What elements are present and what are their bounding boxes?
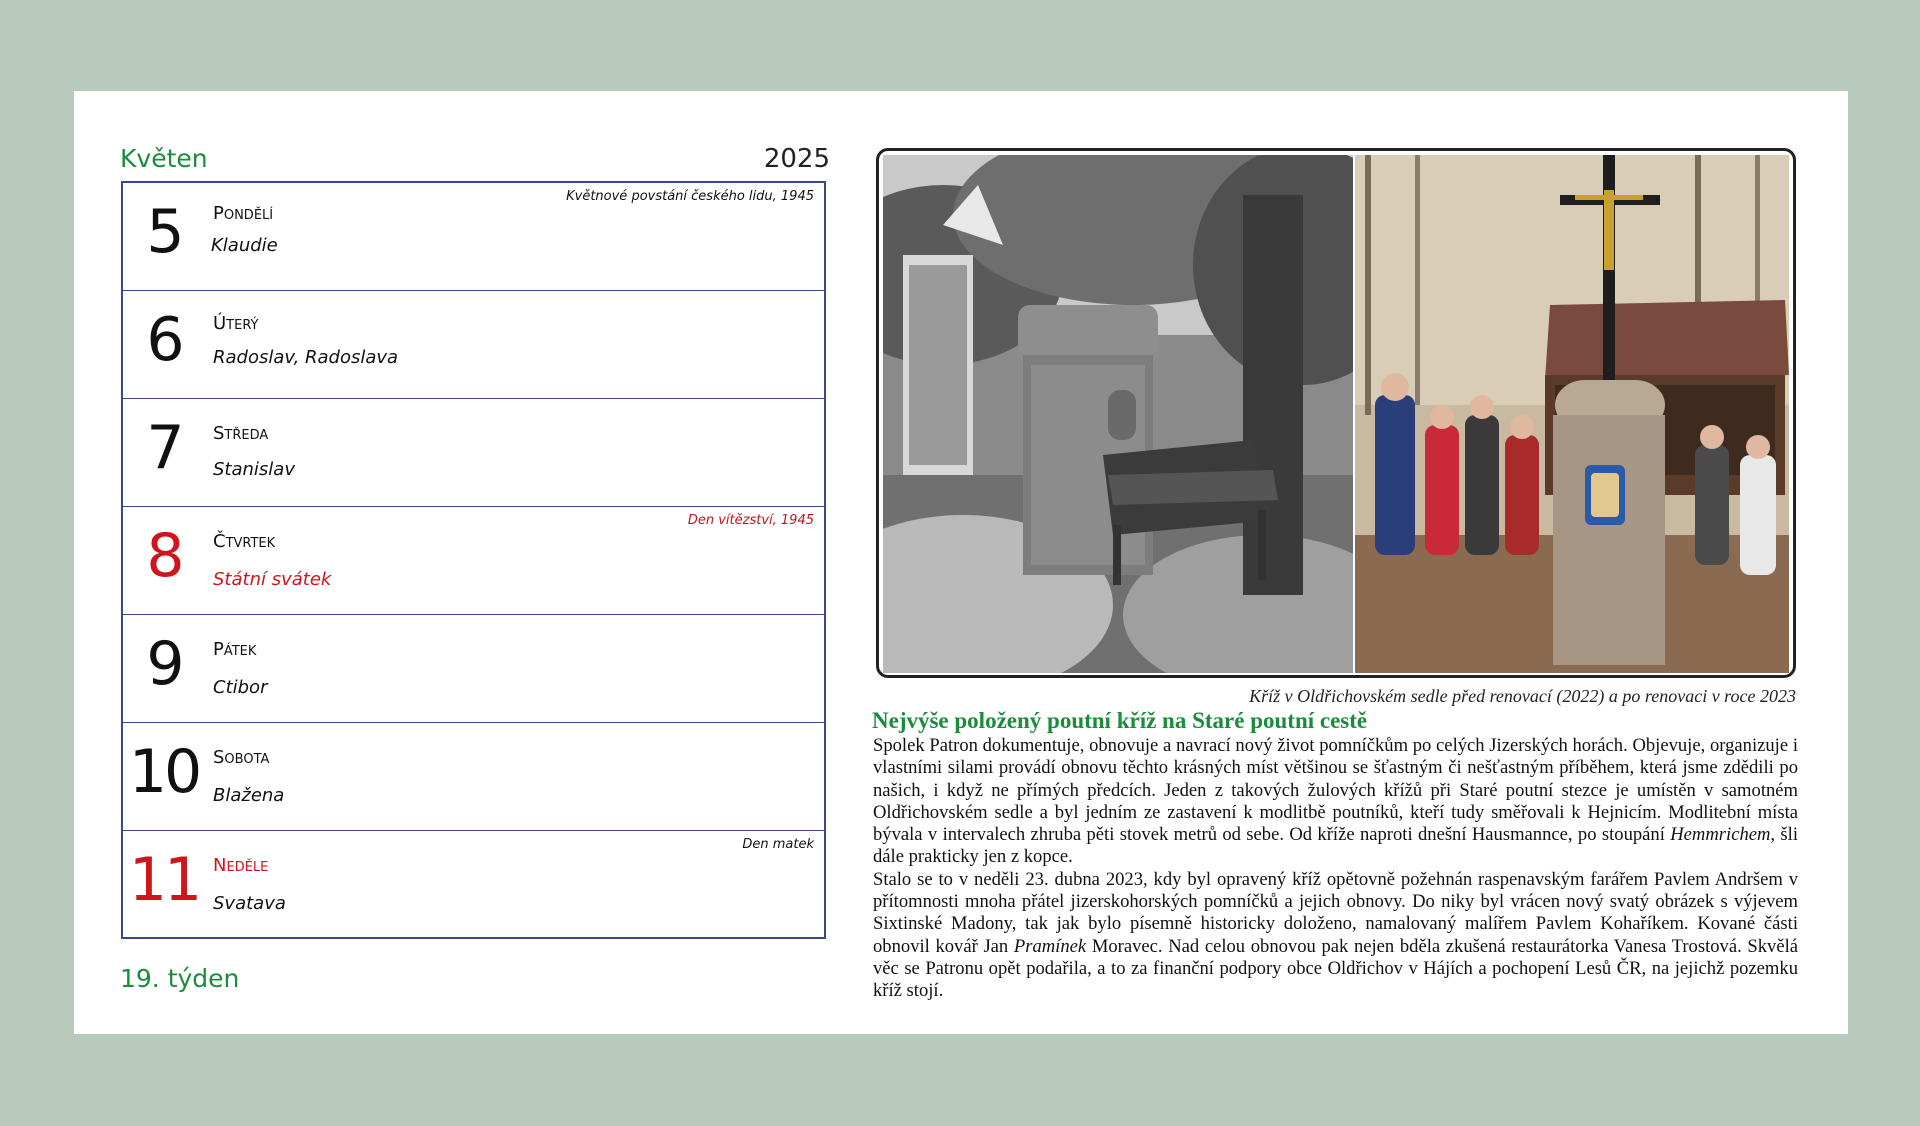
restored-cross-crowd-photo xyxy=(1355,155,1789,673)
state-holiday-label: Státní svátek xyxy=(213,569,332,590)
year-label: 2025 xyxy=(763,144,830,174)
day-row-5 xyxy=(123,183,824,291)
week-number: 19. týden xyxy=(120,964,240,993)
day-number: 11 xyxy=(128,845,200,915)
day-row-11 xyxy=(123,831,824,939)
day-name: Sobota xyxy=(213,747,270,768)
article-paragraph xyxy=(873,735,1798,869)
day-name: Pátek xyxy=(213,639,257,660)
paragraph-text: šli dále prakticky jen z kopce. xyxy=(873,824,1799,868)
holiday-note: Den matek xyxy=(742,837,814,852)
paragraph-emphasis: Hemmrichem, xyxy=(1670,824,1776,846)
day-name: Úterý xyxy=(213,313,259,334)
nameday: Radoslav, Radoslava xyxy=(213,347,399,368)
article-headline: Nejvýše položený poutní kříž na Staré poutní cestě xyxy=(872,708,1368,733)
day-name: Neděle xyxy=(213,855,269,876)
paragraph-emphasis: Pramínek xyxy=(1013,935,1087,957)
month-label: Květen xyxy=(120,144,208,173)
day-row-10 xyxy=(123,723,824,831)
day-name: Čtvrtek xyxy=(213,531,276,552)
day-number: 5 xyxy=(146,197,182,267)
photo-caption: Kříž v Oldřichovském sedle před renovací (2022) a po renovaci v roce 2023 xyxy=(1249,686,1796,706)
day-number: 8 xyxy=(146,521,182,591)
day-number: 7 xyxy=(146,413,182,483)
day-row-7 xyxy=(123,399,824,507)
nameday: Ctibor xyxy=(213,677,268,698)
day-number: 6 xyxy=(146,305,182,375)
day-row-6 xyxy=(123,291,824,399)
nameday: Svatava xyxy=(213,893,286,914)
week-days-box xyxy=(121,181,826,939)
day-row-8 xyxy=(123,507,824,615)
holiday-note: Květnové povstání českého lidu, 1945 xyxy=(566,189,814,204)
nameday: Klaudie xyxy=(211,235,278,256)
paragraph-text: Spolek Patron dokumentuje, obnovuje a navrací nový život pomníčkům po celých Jizerských horách. Objevuje, organizuje i vlastními silami provádí obnovu těchto krásných míst většinou se šťastným či nešťastným příběhem, která jsme zdědili po našich, i když ne přímých předcích. Jeden z takových žulových křížů při Staré poutní stezce je umístěn v samotném Oldřichovském sedle a byl jedním ze zastavení k modlitbě poutníků, kteří tudy směřovali k Hejnicím. Modlitební místa bývala v intervalech zhruba pěti stovek metrů od sebe. Od kříže naproti dnešní Hausmannce, po stoupání xyxy=(873,735,1798,846)
day-number: 9 xyxy=(146,629,182,699)
paragraph-text: Stalo se to v neděli 23. dubna 2023, kdy byl opravený kříž opětovně požehnán raspenavským farářem Pavlem Andršem v přítomnosti mnoha přátel jizerskohorských pomníčků a jejich obnovy. Do niky byl vrácen nový svatý obrázek s výjevem Sixtinské Madony, tak jak bylo písemně historicky doloženo, namalovaný malířem Pavlem Kohaříkem. Kované části obnovil kovář Jan xyxy=(873,868,1798,957)
article-paragraph xyxy=(873,869,1798,1003)
article-body xyxy=(873,735,1798,1003)
nameday: Stanislav xyxy=(213,459,295,480)
day-row-9 xyxy=(123,615,824,723)
stone-cross-bench-photo-bw xyxy=(883,155,1353,673)
paragraph-text: Moravec. Nad celou obnovou pak nejen bděla zkušená restaurátorka Vanesa Trostová. Skvělá věc se Patronu opět podařila, a to za finanční podpory obce Oldřichov v Hájích a pochopení Lesů ČR, na jejichž pozemku kříž stojí. xyxy=(873,935,1798,1002)
holiday-note: Den vítězství, 1945 xyxy=(687,513,814,528)
day-number: 10 xyxy=(128,737,200,807)
day-name: Pondělí xyxy=(213,203,274,224)
photo-frame xyxy=(876,148,1796,678)
nameday: Blažena xyxy=(213,785,285,806)
day-name: Středa xyxy=(213,423,269,444)
